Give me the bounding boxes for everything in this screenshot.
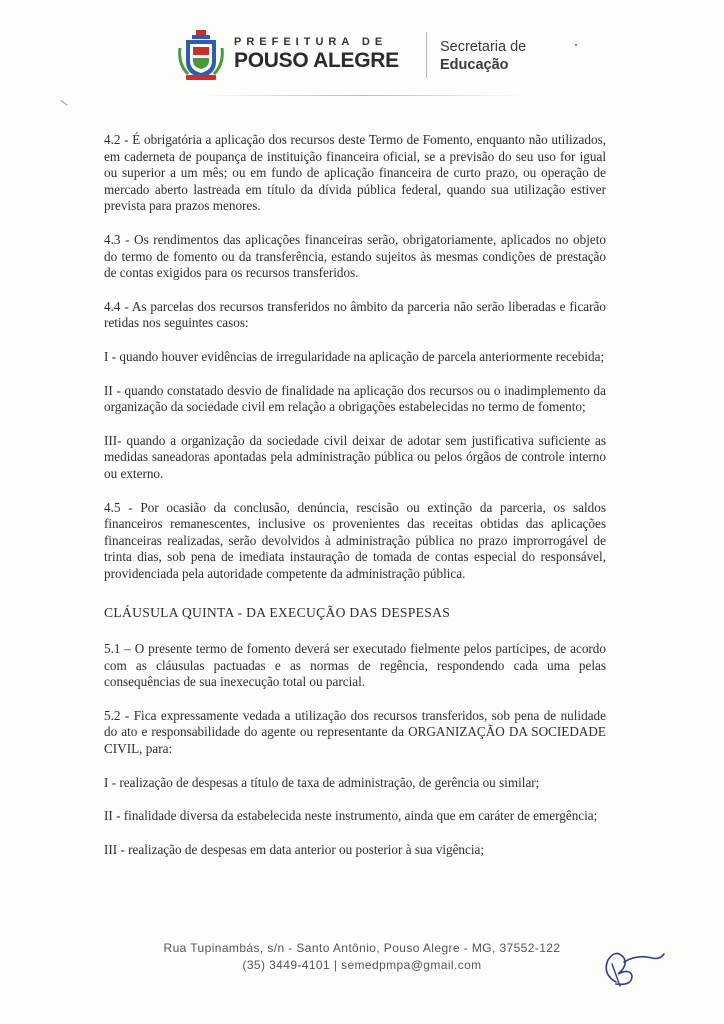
- footer-contact: (35) 3449-4101 | semedpmpa@gmail.com: [242, 958, 482, 972]
- header-divider: [426, 32, 427, 78]
- department-line-1: Secretaria de: [440, 39, 527, 55]
- paragraph-5-2-item-iii: III - realização de despesas em data anterior ou posterior à sua vigência;: [104, 841, 485, 857]
- letterhead: [178, 30, 558, 82]
- paragraph-4-4-item-ii: II - quando constatado desvio de finalidade na aplicação dos recursos ou o inadimplemento da organização da sociedade civil em relação a obrigações estabelecidas no termo de fomento;: [104, 382, 606, 415]
- department-name: [440, 38, 526, 74]
- signature-initials-icon: [594, 944, 670, 992]
- paragraph-5-2-item-ii: II - finalidade diversa da estabelecida neste instrumento, ainda que em caráter de emergência;: [104, 808, 598, 824]
- paragraph-4-3: 4.3 - Os rendimentos das aplicações financeiras serão, obrigatoriamente, aplicados no objeto do termo de fomento ou da transferência, estando sujeitos às mesmas condições de prestação de contas exigidos para os recursos transferidos.: [104, 231, 606, 281]
- paragraph-4-5: 4.5 - Por ocasião da conclusão, denúncia, rescisão ou extinção da parceria, os saldos financeiros remanescentes, inclusive os provenientes das receitas obtidas das aplicações financeiras realizadas, serão devolvidos à administração pública no prazo improrrogável de trinta dias, sob pena de imediata instauração de tomada de contas especial do responsável, providenciada pela autoridade competente da administração pública.: [104, 499, 606, 581]
- paragraph-4-4: 4.4 - As parcelas dos recursos transferidos no âmbito da parceria não serão liberadas e ficarão retidas nos seguintes casos:: [104, 298, 606, 331]
- paragraph-4-2: 4.2 - É obrigatória a aplicação dos recursos deste Termo de Fomento, enquanto não utilizados, em caderneta de poupança de instituição financeira oficial, se a previsão do seu uso for igual ou superior a um mês; ou em fundo de aplicação financeira de curto prazo, ou operação de mercado aberto lastreada em título da dívida pública federal, quando sua utilização estiver prevista para prazos menores.: [104, 132, 606, 214]
- footer-address: Rua Tupinambás, s/n - Santo Antônio, Pouso Alegre - MG, 37552-122: [163, 941, 561, 955]
- brand-top-line: PREFEITURA DE: [234, 36, 388, 48]
- city-crest-icon: [178, 30, 224, 82]
- brand-main-line: POUSO ALEGRE: [234, 49, 399, 72]
- paragraph-4-4-item-iii: III- quando a organização da sociedade civil deixar de adotar sem justificativa suficiente as medidas saneadoras apontadas pela administração pública ou pelos órgãos de controle interno ou externo.: [104, 432, 606, 481]
- header-underline: [200, 95, 525, 96]
- brand-name: [234, 36, 399, 73]
- paragraph-5-2: 5.2 - Fica expressamente vedada a utilização dos recursos transferidos, sob pena de nulidade do ato e responsabilidade do agente ou representante da ORGANIZAÇÃO DA SOCIEDADE CIVIL, para:: [104, 707, 606, 757]
- department-line-2: Educação: [440, 57, 509, 73]
- scan-speck: [575, 44, 577, 46]
- document-body: [104, 132, 606, 875]
- paragraph-5-2-item-i: I - realização de despesas a título de taxa de administração, de gerência ou similar;: [104, 774, 540, 790]
- scan-mark: [61, 95, 72, 105]
- paragraph-5-1: 5.1 – O presente termo de fomento deverá ser executado fielmente pelos partícipes, de acordo com as cláusulas pactuadas e as normas de regência, respondendo cada uma pelas consequências de sua inexecução total ou parcial.: [104, 641, 606, 690]
- clause-5-heading: CLÁUSULA QUINTA - DA EXECUÇÃO DAS DESPESAS: [104, 605, 451, 621]
- paragraph-4-4-item-i: I - quando houver evidências de irregularidade na aplicação de parcela anteriormente recebida;: [104, 348, 605, 364]
